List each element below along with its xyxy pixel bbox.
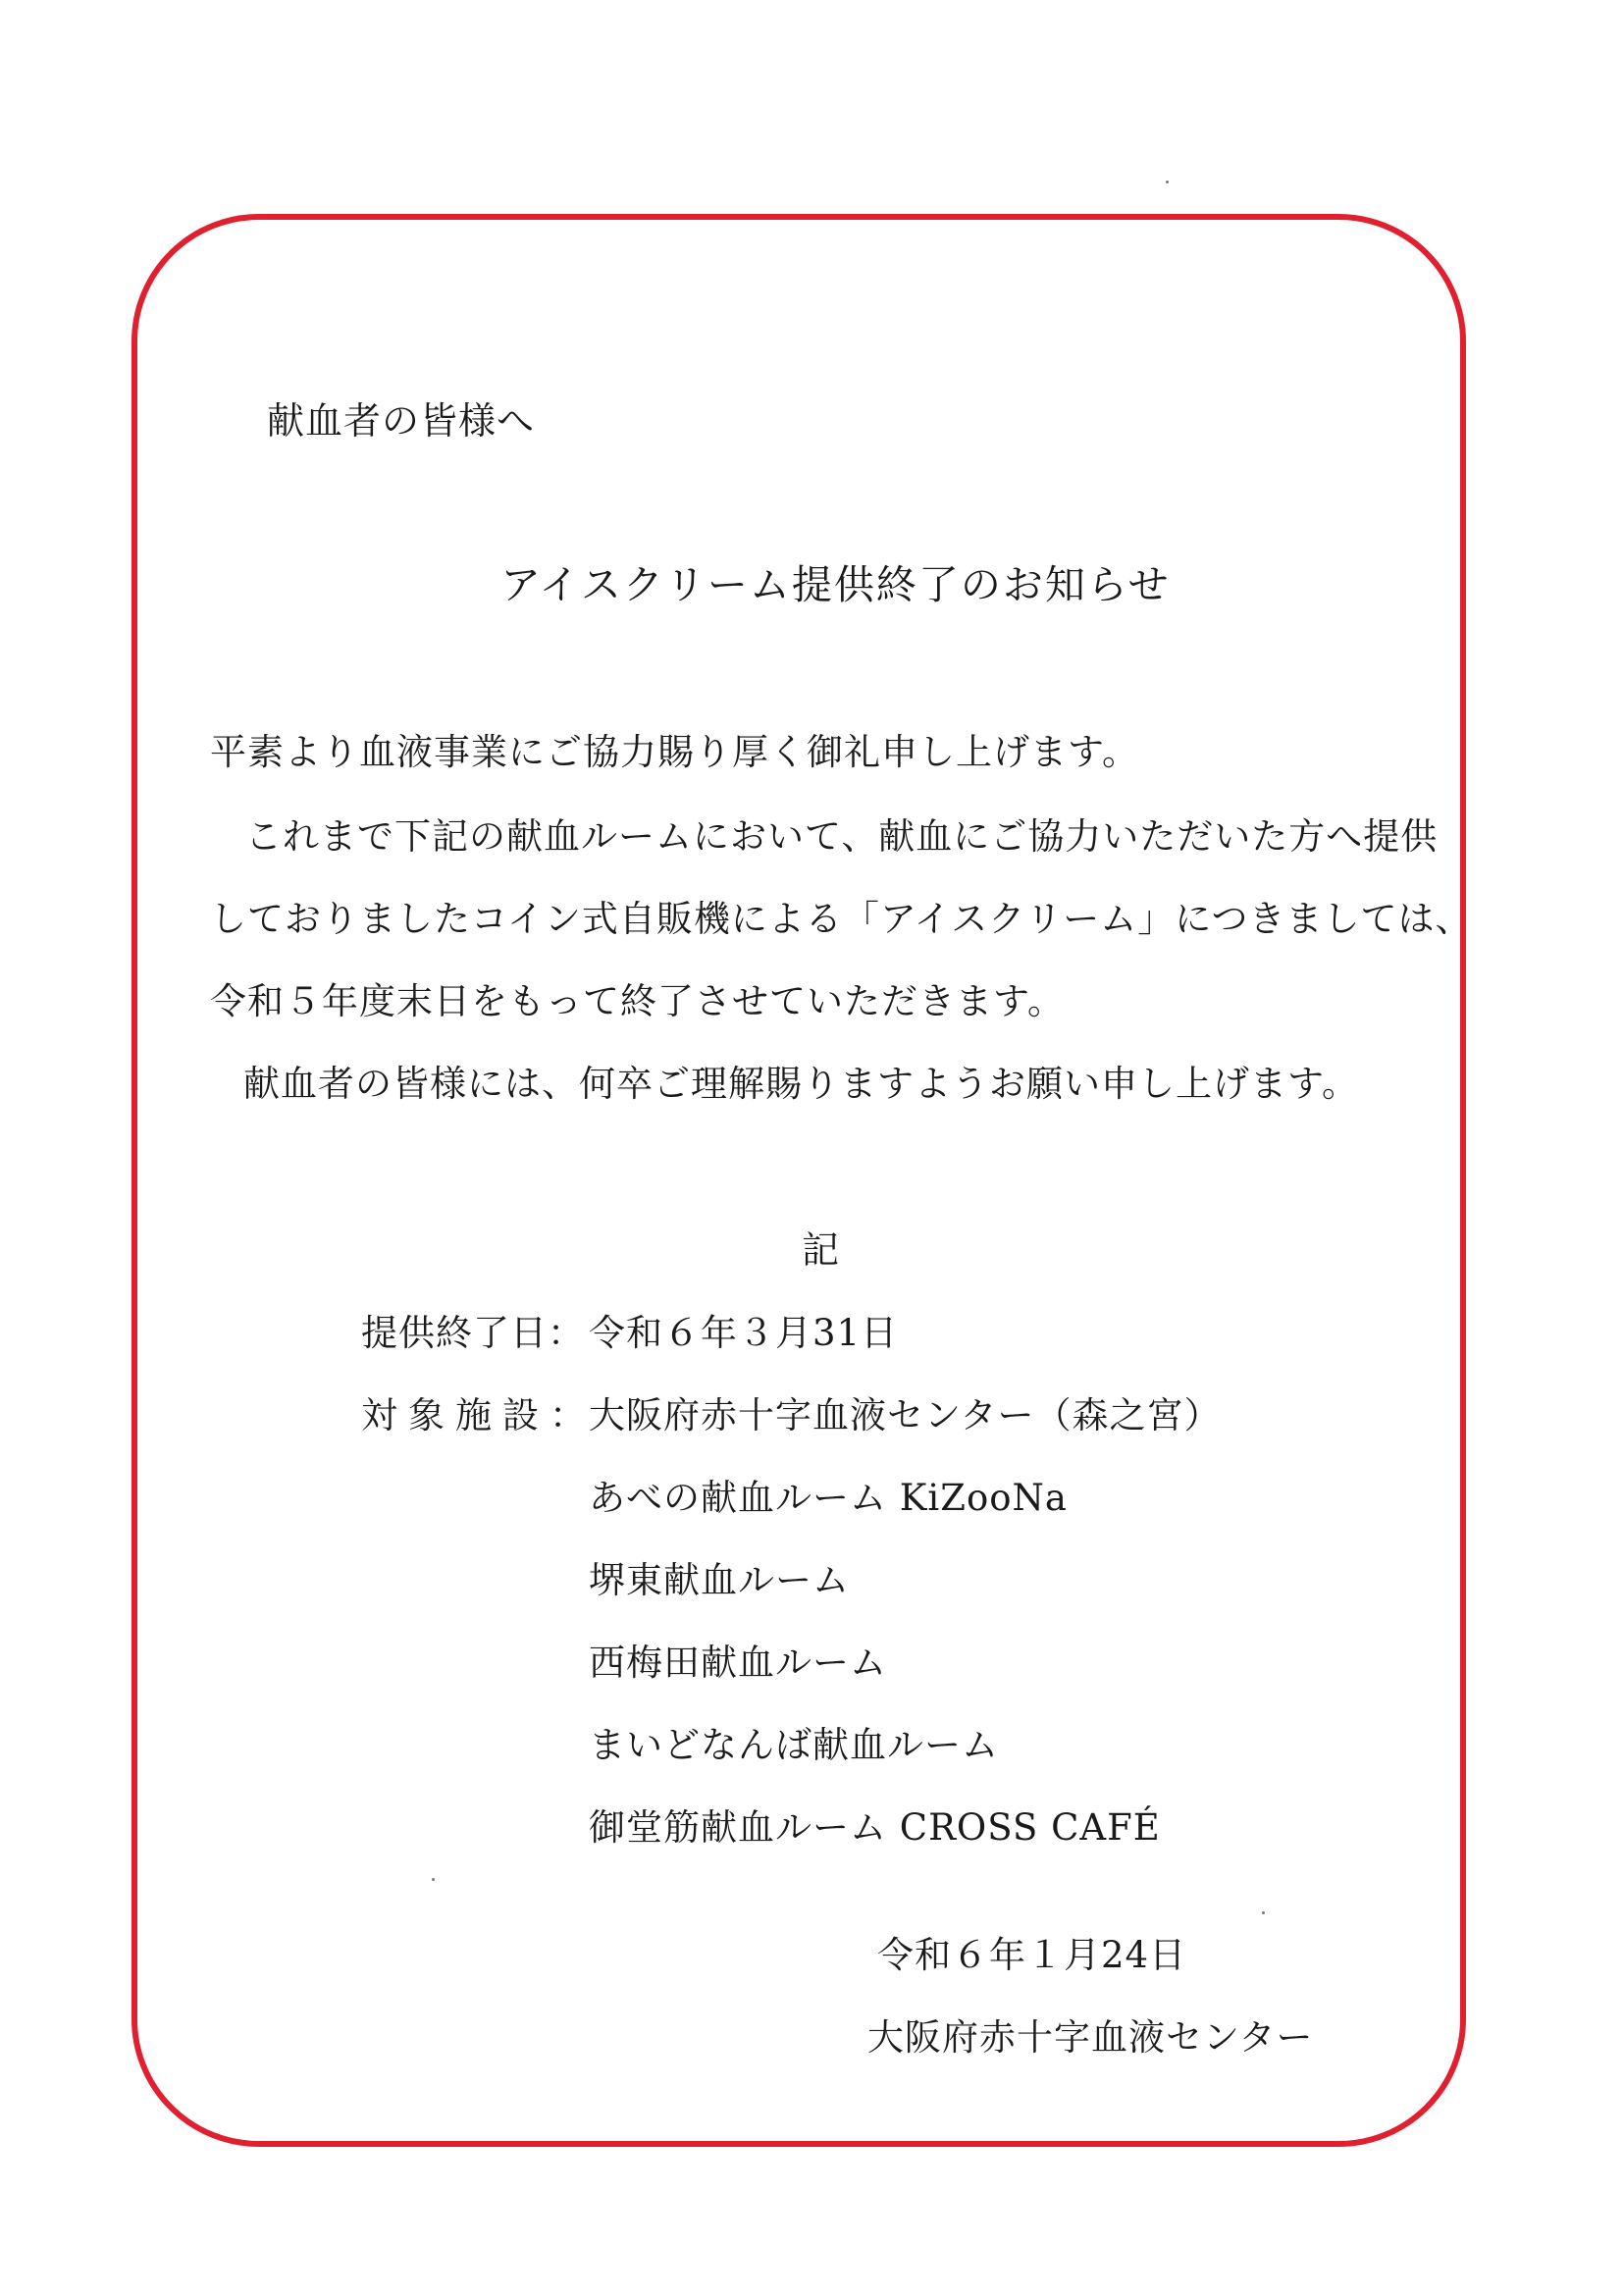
body-paragraph: 献血者の皆様には、何卒ご理解賜りますようお願い申し上げます。 xyxy=(243,1063,1360,1105)
facilities-label: 対象施設： xyxy=(361,1394,597,1436)
scan-speck xyxy=(1262,1911,1265,1914)
facility-item: 御堂筋献血ルーム CROSS CAFÉ xyxy=(589,1806,1161,1849)
ki-heading: 記 xyxy=(802,1228,841,1272)
scan-speck xyxy=(432,1878,435,1881)
facility-item: 大阪府赤十字血液センター（森之宮） xyxy=(589,1394,1222,1436)
body-paragraph: しておりましたコイン式自販機による「アイスクリーム」につきましては、 xyxy=(210,898,1473,940)
issuer-name: 大阪府赤十字血液センター xyxy=(867,2016,1314,2059)
salutation: 献血者の皆様へ xyxy=(267,399,536,443)
body-paragraph: 平素より血液事業にご協力賜り厚く御礼申し上げます。 xyxy=(210,731,1140,773)
end-date-label: 提供終了日： xyxy=(361,1312,585,1354)
body-paragraph: これまで下記の献血ルームにおいて、献血にご協力いただいた方へ提供 xyxy=(245,815,1439,858)
red-rounded-border xyxy=(131,214,1466,2147)
end-date-value: 令和６年３月31日 xyxy=(589,1312,899,1354)
notice-title: アイスクリーム提供終了のお知らせ xyxy=(500,561,1171,608)
body-paragraph: 令和５年度末日をもって終了させていただきます。 xyxy=(210,980,1066,1022)
scan-speck xyxy=(1166,181,1169,183)
facility-item: 西梅田献血ルーム xyxy=(589,1642,887,1684)
facility-item: あべの献血ルーム KiZooNa xyxy=(589,1477,1068,1519)
facility-item: 堺東献血ルーム xyxy=(589,1559,850,1601)
facility-item: まいどなんば献血ルーム xyxy=(589,1724,999,1766)
issue-date: 令和６年１月24日 xyxy=(877,1934,1187,1976)
